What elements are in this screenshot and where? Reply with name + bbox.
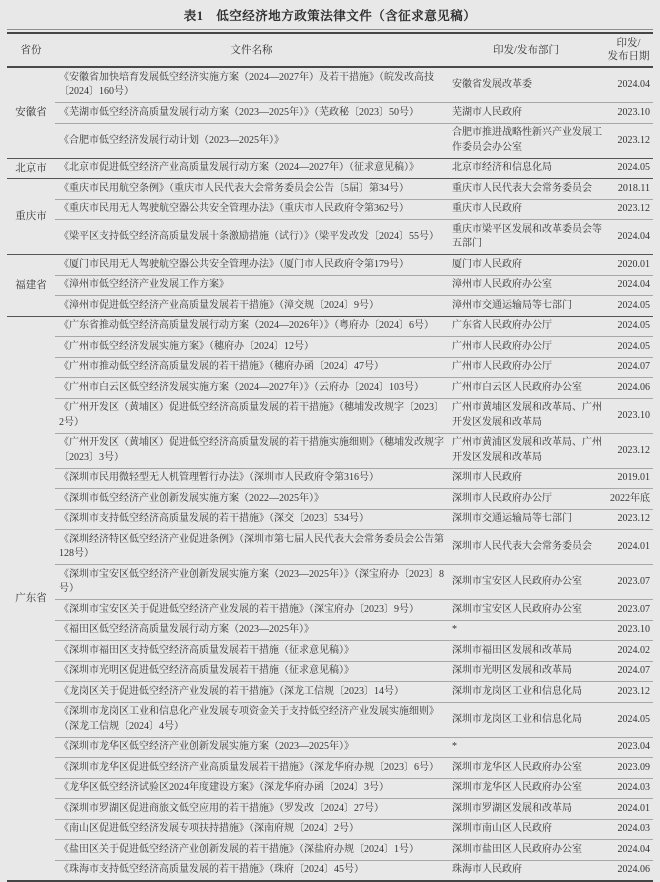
header-document-name: 文件名称 [55,33,448,67]
table-row [7,489,653,510]
department-cell: 深圳市龙华区人民政府办公室 [448,758,604,779]
table-row [7,158,653,179]
document-name-cell: 《深圳市低空经济产业创新发展实施方案（2022—2025年）》 [55,489,448,510]
document-name-cell: 《漳州市低空经济产业发展工作方案》 [55,275,448,296]
date-cell: 2024.04 [604,67,653,103]
document-name-cell: 《深圳市支持低空经济高质量发展的若干措施》（深交〔2023〕534号） [55,509,448,530]
date-cell: 2023.07 [604,565,653,600]
date-cell: 2023.12 [604,509,653,530]
table-row [7,702,653,737]
date-cell: 2024.04 [604,840,653,861]
date-cell: 2023.09 [604,758,653,779]
table-row [7,357,653,378]
document-name-cell: 《芜湖市低空经济高质量发展行动方案（2023—2025年）》（芜政秘〔2023〕50号） [55,103,448,124]
table-row [7,433,653,468]
department-cell: 深圳市福田区发展和改革局 [448,641,604,662]
header-province: 省份 [7,33,55,67]
department-cell: 漳州市交通运输局等七部门 [448,296,604,317]
document-name-cell: 《龙岗区关于促进低空经济产业发展的若干措施》（深龙工信规〔2023〕14号） [55,682,448,703]
table-row [7,123,653,158]
header-department: 印发/发布部门 [448,33,604,67]
table-row [7,737,653,758]
document-name-cell: 《盐田区关于促进低空经济产业创新发展的若干措施》（深盐府办规〔2024〕1号） [55,840,448,861]
table-container [7,29,653,882]
department-cell: * [448,620,604,641]
table-row [7,799,653,820]
document-name-cell: 《深圳市宝安区低空经济产业创新发展实施方案（2023—2025年）》（深宝府办〔2023〕8号） [55,565,448,600]
document-name-cell: 《合肥市低空经济发展行动计划（2023—2025年）》 [55,123,448,158]
date-cell: 2024.06 [617,864,650,876]
date-cell: 2020.01 [604,255,653,276]
date-cell: 2024.05 [604,296,653,317]
table-row [7,179,653,200]
department-cell: * [448,737,604,758]
department-cell: 深圳市人民政府 [448,468,604,489]
province-cell: 广东省 [15,592,47,604]
table-title-text: 低空经济地方政策法律文件（含征求意见稿） [216,9,477,23]
table-row [7,530,653,565]
department-cell: 广州市人民政府办公厅 [448,337,604,358]
date-cell: 2023.12 [604,682,653,703]
province-cell: 安徽省 [7,67,55,158]
province-cell: 福建省 [7,255,55,317]
table-row [7,620,653,641]
header-date-line1: 印发/ [616,38,641,49]
table-row [7,67,653,103]
date-cell: 2022年底 [604,489,653,510]
policy-table [7,32,653,882]
table-row [7,255,653,276]
date-cell: 2018.11 [604,179,653,200]
date-cell: 2023.10 [604,620,653,641]
document-name-cell: 《深圳市宝安区关于促进低空经济产业发展的若干措施》（深宝府办〔2023〕9号） [55,600,448,621]
document-name-cell: 《深圳市龙岗区工业和信息化产业发展专项资金关于支持低空经济产业发展实施细则》（深龙工信规〔2024〕4号） [55,702,448,737]
table-row [7,199,653,220]
document-name-cell: 《福田区低空经济高质量发展行动方案（2023—2025年）》 [55,620,448,641]
department-cell: 深圳市人民代表大会常务委员会 [448,530,604,565]
date-cell: 2024.07 [604,661,653,682]
date-cell: 2024.04 [604,220,653,255]
department-cell: 珠海市人民政府 [452,864,522,876]
table-row [7,819,653,840]
table-row [7,398,653,433]
table-row [7,840,653,861]
department-cell: 深圳市盐田区人民政府办公室 [448,840,604,861]
date-cell: 2023.12 [604,433,653,468]
date-cell: 2023.10 [604,103,653,124]
document-name-cell: 《北京市促进低空经济产业高质量发展行动方案（2024—2027年）（征求意见稿）》 [55,158,448,179]
province-cell: 北京市 [7,158,55,179]
department-cell: 合肥市推进战略性新兴产业发展工作委员会办公室 [448,123,604,158]
department-cell: 深圳市罗湖区发展和改革局 [448,799,604,820]
department-cell: 深圳市人民政府办公厅 [448,489,604,510]
date-cell: 2023.10 [604,398,653,433]
date-cell: 2023.04 [604,737,653,758]
department-cell: 深圳市南山区人民政府 [448,819,604,840]
document-name-cell: 《重庆市民用无人驾驶航空器公共安全管理办法》（重庆市人民政府令第362号） [55,199,448,220]
table-row [7,565,653,600]
document-name-cell: 《广州开发区（黄埔区）促进低空经济高质量发展的若干措施》（穗埔发改规字〔2023〕2号） [55,398,448,433]
table-row [7,316,653,337]
date-cell: 2024.06 [604,378,653,399]
date-cell: 2024.05 [604,316,653,337]
table-row [7,275,653,296]
date-cell: 2023.12 [604,123,653,158]
province-cell: 重庆市 [7,179,55,255]
document-name-cell: 《珠海市支持低空经济高质量发展的若干措施》（珠府〔2024〕45号） [59,864,364,876]
document-name-cell: 《重庆市民用航空条例》（重庆市人民代表大会常务委员会公告〔5届〕第34号） [55,179,448,200]
department-cell: 北京市经济和信息化局 [448,158,604,179]
table-row [7,778,653,799]
document-name-cell: 《深圳市光明区促进低空经济高质量发展若干措施（征求意见稿）》 [55,661,448,682]
document-name-cell: 《深圳市罗湖区促进商旅文低空应用的若干措施》（罗发改〔2024〕27号） [55,799,448,820]
header-date [604,33,653,67]
department-cell: 广州市黄浦区发展和改革局、广州开发区发展和改革局 [448,433,604,468]
table-title [7,4,653,29]
department-cell: 广州市白云区人民政府办公室 [448,378,604,399]
date-cell: 2024.04 [604,275,653,296]
department-cell: 安徽省发展改革委 [448,67,604,103]
table-row [7,641,653,662]
table-number-label: 表1 [183,9,204,23]
table-row [7,337,653,358]
department-cell: 深圳市光明区发展和改革局 [448,661,604,682]
department-cell: 重庆市人民代表大会常务委员会 [448,179,604,200]
department-cell: 深圳市龙岗区工业和信息化局 [448,682,604,703]
date-cell: 2024.05 [604,158,653,179]
date-cell: 2024.02 [604,641,653,662]
date-cell: 2024.05 [604,337,653,358]
document-name-cell: 《龙华区低空经济试验区2024年度建设方案》（深龙华府办函〔2024〕3号） [55,778,448,799]
date-cell: 2024.05 [604,702,653,737]
document-name-cell: 《安徽省加快培育发展低空经济实施方案（2024—2027年）及若干措施》（皖发改高技〔2024〕160号） [55,67,448,103]
table-row [7,220,653,255]
document-name-cell: 《深圳市龙华区低空经济产业创新发展实施方案（2023—2025年）》 [55,737,448,758]
date-cell: 2019.01 [604,468,653,489]
date-cell: 2023.07 [604,600,653,621]
department-cell: 深圳市龙岗区工业和信息化局 [448,702,604,737]
document-name-cell: 《广州市推动低空经济高质量发展的若干措施》（穗府办函〔2024〕47号） [55,357,448,378]
department-cell: 深圳市龙华区人民政府办公室 [448,778,604,799]
department-cell: 深圳市宝安区人民政府办公室 [448,600,604,621]
table-body [7,67,653,881]
department-cell: 广东省人民政府办公厅 [448,316,604,337]
document-name-cell: 《南山区促进低空经济发展专项扶持措施》（深南府规〔2024〕2号） [55,819,448,840]
date-cell: 2024.01 [604,530,653,565]
table-row [7,600,653,621]
date-cell: 2023.12 [604,199,653,220]
header-row [7,33,653,67]
department-cell: 广州市黄埔区发展和改革局、广州开发区发展和改革局 [448,398,604,433]
department-cell: 广州市人民政府办公厅 [448,357,604,378]
department-cell: 芜湖市人民政府 [448,103,604,124]
document-name-cell: 《厦门市民用无人驾驶航空器公共安全管理办法》（厦门市人民政府令第179号） [55,255,448,276]
table-row [7,509,653,530]
document-name-cell: 《深圳市龙华区促进低空经济产业高质量发展若干措施》（深龙华府办规〔2023〕6号） [55,758,448,779]
department-cell: 重庆市梁平区发展和改革委员会等五部门 [448,220,604,255]
date-cell: 2024.07 [604,357,653,378]
document-name-cell: 《深圳经济特区低空经济产业促进条例》（深圳市第七届人民代表大会常务委员会公告第128号） [55,530,448,565]
department-cell: 漳州市人民政府办公室 [448,275,604,296]
document-name-cell: 《梁平区支持低空经济高质量发展十条激励措施（试行）》（梁平发改发〔2024〕55号） [55,220,448,255]
date-cell: 2024.03 [604,819,653,840]
date-cell: 2024.03 [604,778,653,799]
table-row [7,468,653,489]
department-cell: 厦门市人民政府 [448,255,604,276]
department-cell: 深圳市交通运输局等七部门 [448,509,604,530]
header-date-line2: 发布日期 [607,51,650,63]
table-row [7,682,653,703]
date-cell: 2024.01 [604,799,653,820]
document-name-cell: 《深圳市福田区支持低空经济高质量发展若干措施（征求意见稿）》 [55,641,448,662]
table-row [7,378,653,399]
document-name-cell: 《广州开发区（黄埔区）促进低空经济高质量发展的若干措施实施细则》（穗埔发改规字〔2023〕3号） [55,433,448,468]
document-name-cell: 《漳州市促进低空经济产业高质量发展若干措施》（漳交规〔2024〕9号） [55,296,448,317]
table-row [7,103,653,124]
department-cell: 深圳市宝安区人民政府办公室 [448,565,604,600]
table-row [7,758,653,779]
document-name-cell: 《深圳市民用微轻型无人机管理暂行办法》（深圳市人民政府令第316号） [55,468,448,489]
document-name-cell: 《广东省推动低空经济高质量发展行动方案（2024—2026年）》（粤府办〔2024〕6号） [55,316,448,337]
document-name-cell: 《广州市白云区低空经济发展实施方案（2024—2027年）》（云府办〔2024〕103号） [55,378,448,399]
department-cell: 重庆市人民政府 [448,199,604,220]
document-name-cell: 《广州市低空经济发展实施方案》（穗府办〔2024〕12号） [55,337,448,358]
table-row [7,860,653,881]
table-row [7,296,653,317]
table-row [7,661,653,682]
